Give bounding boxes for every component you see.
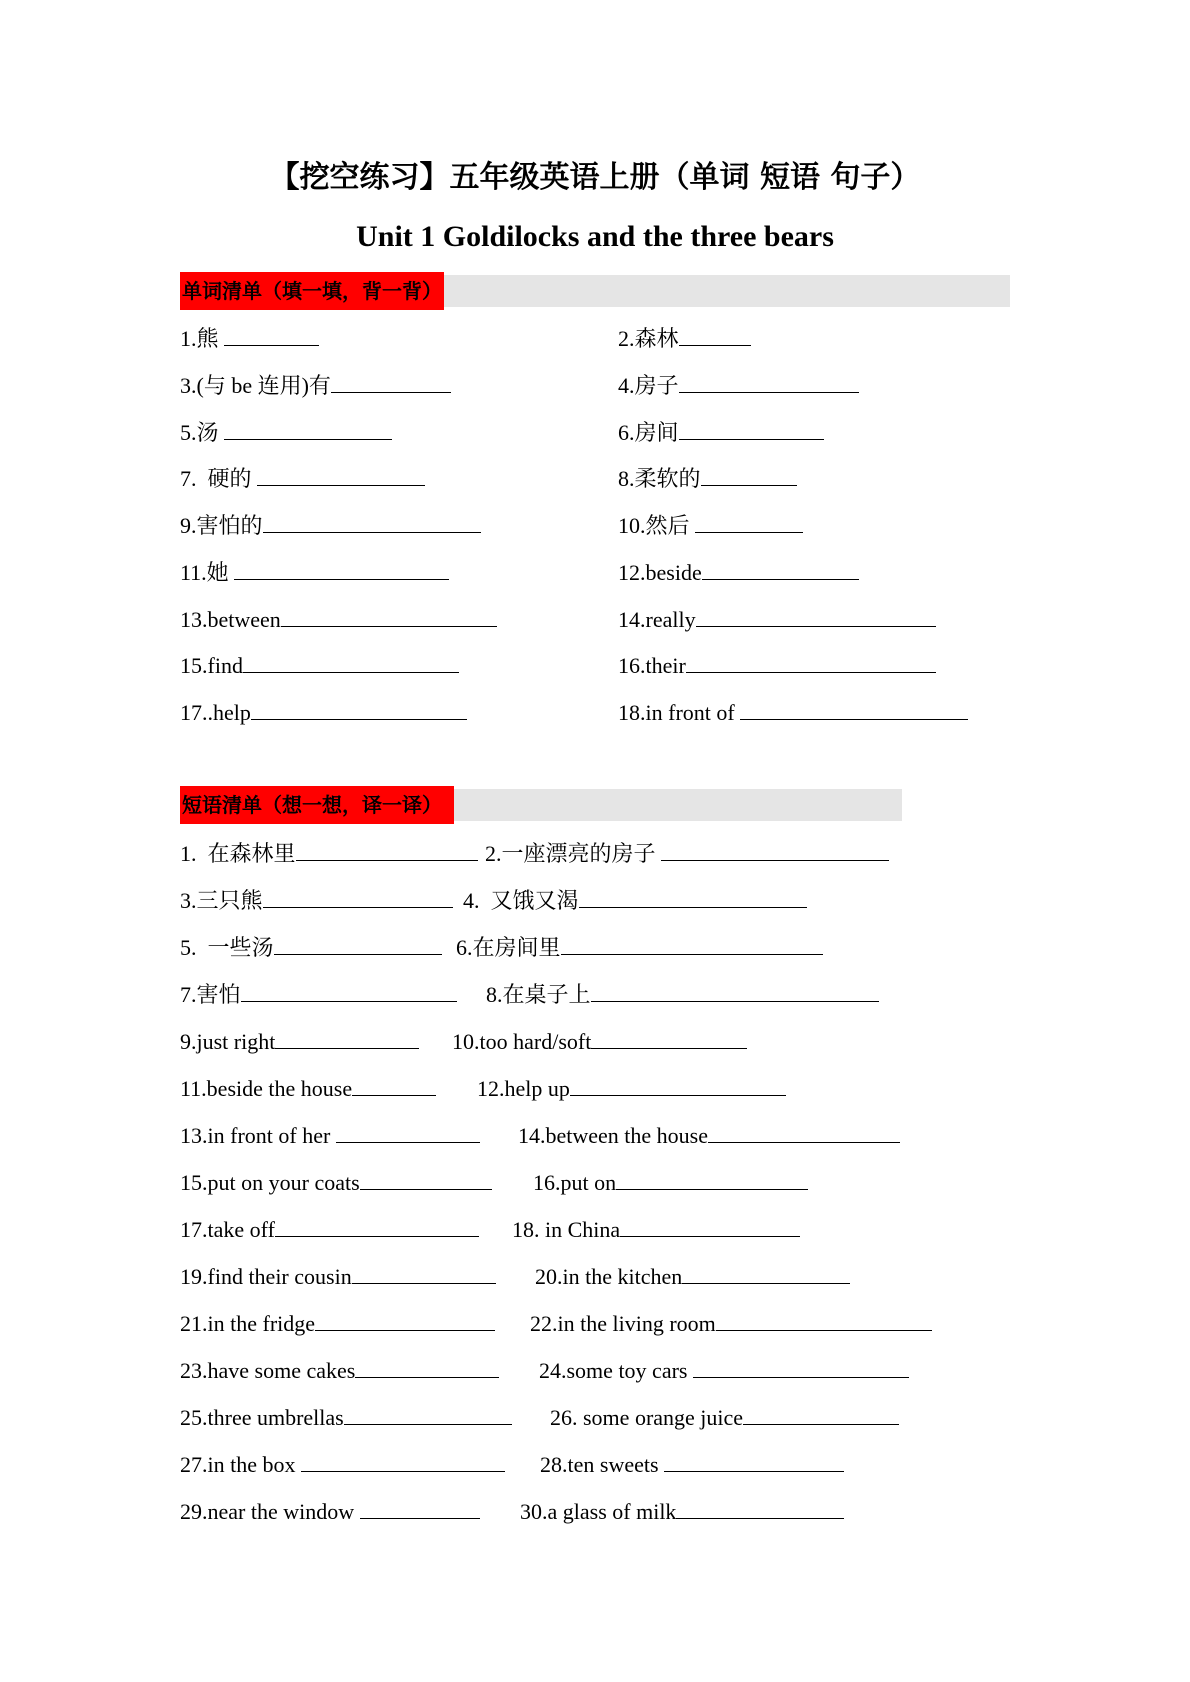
phrase-item-label: 30.a glass of milk (520, 1499, 677, 1524)
word-item-label: 3.(与 be 连用)有 (180, 373, 331, 398)
phrase-item-label: 11.beside the house (180, 1076, 353, 1101)
unit-title: Unit 1 Goldilocks and the three bears (356, 220, 834, 253)
phrases-section-header (180, 789, 902, 821)
word-item-label: 9.害怕的 (180, 513, 263, 538)
phrase-item-label: 29.near the window (180, 1499, 360, 1524)
phrase-answer-blank[interactable] (620, 1216, 800, 1237)
phrase-item-label: 15.put on your coats (180, 1170, 360, 1195)
phrase-answer-blank[interactable] (352, 1263, 496, 1284)
word-item-label: 4.房子 (618, 373, 679, 398)
phrase-item-label: 7.害怕 (180, 982, 241, 1007)
phrase-item (180, 1028, 419, 1056)
phrase-item (512, 1216, 800, 1244)
phrase-item-label: 2.一座漂亮的房子 (485, 841, 662, 866)
phrase-item (180, 1122, 480, 1150)
phrase-item (180, 1075, 436, 1103)
page-title: 【挖空练习】五年级英语上册（单词 短语 句子） (269, 160, 921, 195)
word-item (618, 325, 751, 353)
word-item (180, 419, 392, 447)
phrase-item-label: 25.three umbrellas (180, 1405, 344, 1430)
phrase-item-label: 6.在房间里 (456, 935, 561, 960)
phrase-answer-blank[interactable] (743, 1404, 899, 1425)
word-item (180, 512, 481, 540)
word-item-label: 2.森林 (618, 326, 679, 351)
phrase-item (452, 1028, 747, 1056)
phrase-item (180, 1216, 479, 1244)
word-item (180, 559, 449, 587)
phrase-item (486, 981, 879, 1009)
phrase-answer-blank[interactable] (708, 1122, 900, 1143)
phrase-answer-blank[interactable] (296, 840, 478, 861)
phrase-item (530, 1310, 932, 1338)
phrase-item-label: 4. 又饿又渴 (463, 888, 579, 913)
word-item (180, 606, 497, 634)
phrase-item-label: 22.in the living room (530, 1311, 716, 1336)
phrase-item (180, 840, 478, 868)
phrase-item-label: 26. some orange juice (550, 1405, 744, 1430)
phrase-item-label: 1. 在森林里 (180, 841, 296, 866)
phrase-item-label: 21.in the fridge (180, 1311, 316, 1336)
word-item-label: 13.between (180, 607, 281, 632)
phrase-item (463, 887, 807, 915)
word-answer-blank[interactable] (243, 652, 459, 673)
phrase-item (180, 1498, 480, 1526)
phrase-answer-blank[interactable] (352, 1075, 436, 1096)
word-item (618, 419, 824, 447)
phrase-answer-blank[interactable] (301, 1451, 505, 1472)
word-answer-blank[interactable] (263, 512, 481, 533)
phrase-answer-blank[interactable] (570, 1075, 786, 1096)
word-answer-blank[interactable] (331, 372, 451, 393)
phrase-item (180, 1169, 492, 1197)
word-answer-blank[interactable] (702, 559, 859, 580)
word-answer-blank[interactable] (686, 652, 936, 673)
word-answer-blank[interactable] (257, 465, 425, 486)
phrase-answer-blank[interactable] (274, 934, 442, 955)
phrase-item (539, 1357, 909, 1385)
word-item-label: 12.beside (618, 560, 702, 585)
phrase-answer-blank[interactable] (263, 887, 453, 908)
phrase-item-label: 17.take off (180, 1217, 275, 1242)
phrase-item-label: 8.在桌子上 (486, 982, 591, 1007)
phrase-answer-blank[interactable] (241, 981, 457, 1002)
phrase-answer-blank[interactable] (336, 1122, 480, 1143)
word-item-label: 10.然后 (618, 513, 696, 538)
word-answer-blank[interactable] (679, 372, 859, 393)
phrase-item (180, 1310, 495, 1338)
phrase-item (518, 1122, 900, 1150)
phrase-item (180, 1263, 496, 1291)
phrase-item (477, 1075, 786, 1103)
phrase-item-label: 12.help up (477, 1076, 570, 1101)
phrase-item-label: 9.just right (180, 1029, 276, 1054)
word-item (618, 559, 859, 587)
phrase-item-label: 14.between the house (518, 1123, 708, 1148)
phrase-answer-blank[interactable] (591, 1028, 747, 1049)
word-answer-blank[interactable] (696, 606, 936, 627)
word-item (618, 652, 936, 680)
phrase-answer-blank[interactable] (344, 1404, 512, 1425)
word-item (618, 512, 803, 540)
phrase-answer-blank[interactable] (676, 1498, 844, 1519)
phrase-answer-blank[interactable] (275, 1216, 479, 1237)
word-item-label: 1.熊 (180, 326, 225, 351)
phrase-answer-blank[interactable] (664, 1451, 844, 1472)
phrase-answer-blank[interactable] (693, 1357, 909, 1378)
phrase-answer-blank[interactable] (355, 1357, 499, 1378)
word-item-label: 14.really (618, 607, 696, 632)
word-item-label: 16.their (618, 653, 686, 678)
phrase-item (520, 1498, 844, 1526)
phrase-answer-blank[interactable] (561, 934, 823, 955)
word-item-label: 17..help (180, 700, 251, 725)
words-section-header (180, 275, 1010, 307)
phrase-answer-blank[interactable] (579, 887, 807, 908)
phrase-answer-blank[interactable] (716, 1310, 932, 1331)
phrase-item-label: 10.too hard/soft (452, 1029, 592, 1054)
phrase-item-label: 18. in China (512, 1217, 621, 1242)
phrase-item-label: 3.三只熊 (180, 888, 263, 913)
phrase-answer-blank[interactable] (591, 981, 879, 1002)
word-item-label: 8.柔软的 (618, 466, 701, 491)
word-answer-blank[interactable] (234, 559, 449, 580)
phrase-item-label: 20.in the kitchen (535, 1264, 683, 1289)
phrase-item-label: 23.have some cakes (180, 1358, 356, 1383)
word-item-label: 7. 硬的 (180, 466, 258, 491)
word-item (618, 699, 968, 727)
phrase-item (456, 934, 823, 962)
word-answer-blank[interactable] (281, 606, 497, 627)
phrase-item (180, 934, 442, 962)
word-answer-blank[interactable] (679, 419, 824, 440)
word-item-label: 18.in front of (618, 700, 741, 725)
phrases-section-title: 短语清单（想一想，译一译） (180, 786, 454, 824)
word-item (180, 652, 459, 680)
phrase-answer-blank[interactable] (661, 840, 889, 861)
word-item (180, 325, 319, 353)
phrase-item-label: 5. 一些汤 (180, 935, 274, 960)
word-answer-blank[interactable] (224, 419, 392, 440)
word-item (180, 699, 467, 727)
phrase-item (180, 981, 457, 1009)
phrase-answer-blank[interactable] (275, 1028, 419, 1049)
phrase-answer-blank[interactable] (315, 1310, 495, 1331)
phrase-item (485, 840, 889, 868)
phrase-answer-blank[interactable] (616, 1169, 808, 1190)
phrase-item-label: 19.find their cousin (180, 1264, 352, 1289)
word-item-label: 11.她 (180, 560, 235, 585)
word-answer-blank[interactable] (695, 512, 803, 533)
phrase-answer-blank[interactable] (360, 1169, 492, 1190)
word-answer-blank[interactable] (224, 325, 319, 346)
phrase-item (535, 1263, 850, 1291)
word-item (618, 372, 859, 400)
word-item (180, 372, 451, 400)
words-section-title: 单词清单（填一填，背一背） (180, 272, 444, 310)
word-item-label: 6.房间 (618, 420, 679, 445)
phrase-item (180, 1404, 512, 1432)
word-answer-blank[interactable] (251, 699, 467, 720)
phrase-item-label: 13.in front of her (180, 1123, 336, 1148)
phrase-item-label: 27.in the box (180, 1452, 301, 1477)
phrase-item (550, 1404, 899, 1432)
word-item-label: 5.汤 (180, 420, 225, 445)
phrase-item-label: 24.some toy cars (539, 1358, 693, 1383)
phrase-item (533, 1169, 808, 1197)
phrase-item-label: 16.put on (533, 1170, 617, 1195)
word-item (618, 606, 936, 634)
phrase-item (180, 887, 453, 915)
phrase-answer-blank[interactable] (682, 1263, 850, 1284)
word-answer-blank[interactable] (701, 465, 797, 486)
word-item (618, 465, 797, 493)
phrase-item-label: 28.ten sweets (540, 1452, 665, 1477)
phrase-item (540, 1451, 844, 1479)
word-answer-blank[interactable] (740, 699, 968, 720)
phrase-item (180, 1357, 499, 1385)
word-answer-blank[interactable] (679, 325, 751, 346)
phrase-item (180, 1451, 505, 1479)
word-item-label: 15.find (180, 653, 243, 678)
phrase-answer-blank[interactable] (360, 1498, 480, 1519)
word-item (180, 465, 425, 493)
